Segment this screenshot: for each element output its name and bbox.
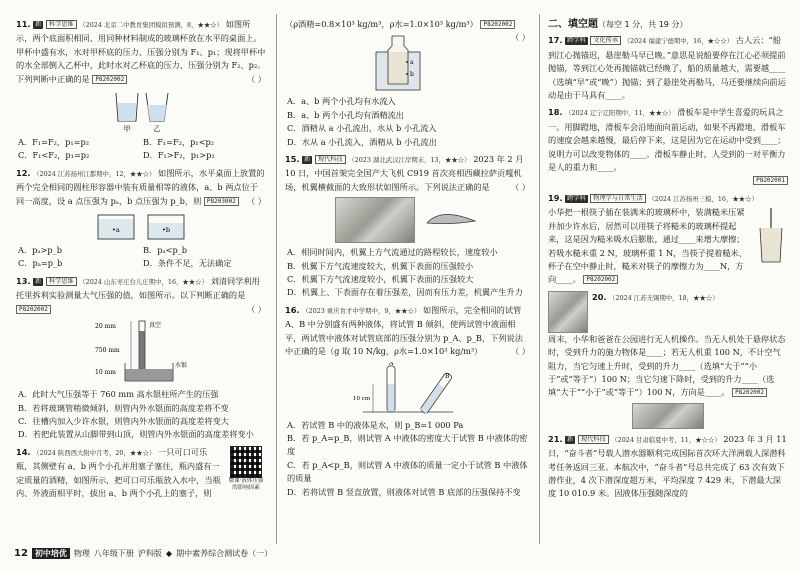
section-note: （每空 1 分，共 19 分） xyxy=(598,20,688,29)
drone-photo xyxy=(548,291,588,333)
question-source: （2024 陕西西大附中月考，20，★★☆） xyxy=(33,448,156,457)
question-11 xyxy=(16,18,266,163)
tube-b-label: B xyxy=(444,372,449,380)
question-number: 11. xyxy=(16,19,31,29)
rice-glass-figure xyxy=(754,206,788,266)
question-number: 14. xyxy=(16,446,31,457)
answer-paren: （ ） xyxy=(247,195,266,206)
question-source: （2023 重庆育才中学期中，9，★★☆） xyxy=(302,306,421,315)
column-divider xyxy=(539,14,540,544)
point-a-label: •a xyxy=(112,226,120,235)
qr-code-icon[interactable] xyxy=(230,446,262,478)
answer-paren: （ ） xyxy=(511,181,530,192)
category-tag: 物理学与日常生活 xyxy=(590,194,646,203)
airplane-figure xyxy=(285,197,530,243)
airplane-photo xyxy=(335,197,415,243)
option-c[interactable]: C．酒精从 a 小孔流出，水从 b 小孔流入 xyxy=(287,123,437,134)
option-b[interactable]: B．F₁=F₂，p₁<p₂ xyxy=(143,137,215,148)
question-14 xyxy=(16,446,266,501)
option-a[interactable]: A．pₐ>p_b xyxy=(18,245,62,256)
column-middle xyxy=(285,18,530,503)
torricelli-figure xyxy=(16,319,266,385)
question-source: （2024 甘肃临夏中考，11，★☆☆） xyxy=(611,435,721,444)
containers-figure xyxy=(16,211,266,241)
question-20 xyxy=(548,291,788,429)
category-tag: 现代科技 xyxy=(578,435,609,444)
option-c[interactable]: C．F₁<F₂，p₁=p₂ xyxy=(18,150,90,161)
column-divider xyxy=(276,14,277,544)
question-code: P8202002 xyxy=(92,75,127,84)
question-text: 2023 年 2 月 10 日，中国首架完全国产大飞机 C919 首次亮相西藏拉萨贡嘎机场，机翼横截面的大致形状如图所示。下列说法正确的是 xyxy=(285,154,524,192)
question-source: （2024 江苏扬州江都期中，12，★★☆） xyxy=(33,169,156,178)
question-text: 古人云：“船到江心抛锚迟，悬崖勒马早已晚。”意思是说船要停在江心必须提前抛锚，等到江心处再抛锚就已经晚了，船的质量越大，需要越____（选填“早”或“晚”）抛锚；到了悬崖处再勒马，马还要继续向前运动是由于马具有____。 xyxy=(548,35,786,101)
hole-a-label: a xyxy=(410,59,414,67)
option-d[interactable]: D．机翼上、下表面存在着压强差，因而有压力差，机翼产生升力 xyxy=(287,287,523,298)
question-number: 16. xyxy=(285,304,300,315)
question-text: 如图所示，两个底面积相同、用同种材料制成的玻璃杯放在水平的桌面上。甲杯中盛有水，水对甲杯底的压力、压强分别为 F₁、p₁；现将甲杯中的水全部倒入乙杯中，此时水对乙杯底的压力、压强分别为 F₂、p₂。下列判断中正确的是 xyxy=(16,19,266,84)
option-d[interactable]: D．若把此装置从山脚带到山顶，则管内外水银面的高度差将变小 xyxy=(18,429,254,440)
option-d[interactable]: D．水从 a 小孔流入，酒精从 b 小孔流出 xyxy=(287,136,437,147)
question-number: 20. xyxy=(592,291,607,302)
label-mercury: 水银 xyxy=(175,362,188,370)
label-750mm: 750 mm xyxy=(95,347,120,355)
column-right xyxy=(548,18,788,505)
test-tubes-figure xyxy=(285,362,530,416)
question-number: 13. xyxy=(16,275,31,286)
option-d[interactable]: D．条件不足，无法确定 xyxy=(143,258,232,269)
question-12 xyxy=(16,167,266,271)
qr-caption: 微课·液体压强的影响因素 xyxy=(228,477,264,491)
category-tag: 现代科技 xyxy=(315,155,346,164)
fig-label-jia: 甲 xyxy=(123,125,131,134)
submarine-photo xyxy=(632,403,704,429)
section-heading: 二、填空题 xyxy=(548,19,598,30)
option-b[interactable]: B．机翼下方气流速度较大，机翼下表面的压强较小 xyxy=(287,260,474,271)
option-c[interactable]: C．机翼下方气流速度较小，机翼下表面的压强较大 xyxy=(287,274,474,285)
option-b[interactable]: B．pₐ<p_b xyxy=(143,245,188,256)
question-21 xyxy=(548,433,788,501)
new-tag: 新 xyxy=(567,435,574,443)
question-17 xyxy=(548,34,788,102)
option-a[interactable]: A．此时大气压强等于 760 mm 高水银柱所产生的压强 xyxy=(18,389,219,400)
question-text: 如图所示，完全相同的试管 A、B 中分别盛有两种液体，将试管 B 倾斜，使两试管中液面相平，两试管中液体对试管底部的压强分别为 p_A、p_B，下列说法中正确的是（g 取 10 N/kg，ρ水=1.0×10³ kg/m³） xyxy=(285,304,523,357)
cross-subject-tag: 跨学科 xyxy=(567,37,586,45)
question-text: 小华把一根筷子插在装满米的玻璃杯中，装满糙米压紧并加少许水后，居然可以用筷子将糙米的玻璃杯提起来，这是因为糙米吸水后膨胀，通过____来增大摩擦；若吸水糙米重 2 N，玻璃杯重 1 N，当筷子提着糙米、杯子在空中静止时，糙米对筷子的摩擦力为____N，方向____。 xyxy=(548,207,747,285)
question-source: （2023 湖北武汉江岸期末，13，★★☆） xyxy=(348,156,471,165)
question-16 xyxy=(285,304,530,499)
category-tag: 科学思维 xyxy=(46,277,77,286)
column-left xyxy=(16,18,266,504)
question-18 xyxy=(548,106,788,187)
question-number: 12. xyxy=(16,167,31,178)
tube-a-label: A xyxy=(388,361,393,367)
question-19 xyxy=(548,192,788,287)
cross-subject-tag: 跨学科 xyxy=(567,194,586,202)
category-tag: 文化传承 xyxy=(590,36,621,45)
question-14-continued xyxy=(285,18,530,149)
option-a[interactable]: A．若试管 B 中的液体是水，则 p_B=1 000 Pa xyxy=(287,419,464,430)
question-code: P8202002 xyxy=(732,388,767,397)
question-code: P8202002 xyxy=(583,275,618,284)
hole-b-label: b xyxy=(410,71,414,79)
question-text: 如图所示，水平桌面上放置的两个完全相同的圆柱形容器中装有质量相等的液体，a、b 两点位于同一高度，设 a 点压强为 pₐ，b 点压强为 p_b，则 xyxy=(16,167,265,206)
page-footer xyxy=(14,548,272,559)
fig-label-yi: 乙 xyxy=(153,125,161,134)
question-number: 21. xyxy=(548,433,563,444)
question-text: 刘清同学利用托里拆利实验测量大气压强的值，如图所示。以下判断正确的是 xyxy=(16,275,260,301)
depth-label: 10 cm xyxy=(352,395,370,402)
question-code: P8202002 xyxy=(480,20,515,29)
question-source: （2024 福建宁德期中，16，★☆☆） xyxy=(623,37,734,46)
option-d[interactable]: D．若将试管 B 竖直放置，则液体对试管 B 底部的压强保持不变 xyxy=(287,486,521,497)
section-title xyxy=(548,18,788,31)
brand-label: 初中培优 xyxy=(32,548,70,559)
wing-cross-section xyxy=(421,197,481,241)
submarine-figure xyxy=(548,403,788,429)
question-number: 19. xyxy=(548,192,563,203)
label-vacuum: 真空 xyxy=(149,322,162,330)
page-number: 12 xyxy=(14,548,28,559)
label-20mm: 20 mm xyxy=(95,323,116,331)
category-tag: 科学思维 xyxy=(46,20,77,29)
question-code: P8202002 xyxy=(16,305,51,314)
question-text: 2023 年 3 月 11 日，“奋斗者”号载人潜水器顺利完成国际首次环大洋洲载人深潜科考任务返回三亚。本航次中，“奋斗者”号总共完成了 63 次有效下潜作业，4 次下潜深度超万米，平均深度 7 429 米，下潜最大深度 10 010.9 米。因液体压强随深度的 xyxy=(548,433,787,499)
question-number: 17. xyxy=(548,35,563,46)
test-title: 期中素养综合测试卷（一） xyxy=(176,549,273,558)
bottle-figure xyxy=(285,34,511,92)
cups-figure xyxy=(16,89,266,133)
option-c[interactable]: C．若 p_A<p_B，则试管 A 中液体的质量一定小于试管 B 中液体的质量 xyxy=(287,459,528,484)
question-text: 滑板车是中学生喜爱的玩具之一。用脚蹬地，滑板车会沿地面向前运动，如果不再蹬地，滑板车的速度会越来越慢，最后停下来，这是因为它在运动中受到____；说明力可以改变物体的____。滑板车静止时，人受到的一对平衡力是人的重力和____。 xyxy=(548,107,786,173)
edition-label: 沪科版 xyxy=(137,549,162,558)
question-source: （2024 江苏扬州三模，16，★★☆） xyxy=(648,194,758,203)
question-number: 15. xyxy=(285,154,300,165)
answer-paren: （ ） xyxy=(511,346,530,357)
question-text: 周末，小华和爸爸在公园进行无人机操作。当无人机处于悬停状态时，受到升力的施力物体是____；若无人机重 100 N，不计空气阻力，当它匀速上升时，受到的升力____（选填“大于”“小于”或“等于”）100 N；当它匀速下降时，受到的升力____（选填“大于”“小于”或“等于”）100 N，方向是____。 xyxy=(548,333,786,398)
option-b[interactable]: B．a、b 两个小孔均有酒精流出 xyxy=(287,109,404,120)
question-15 xyxy=(285,153,530,300)
answer-paren: （ ） xyxy=(511,32,530,43)
question-number: 18. xyxy=(548,107,563,118)
option-a[interactable]: A．F₁=F₂，p₁=p₂ xyxy=(18,137,89,148)
new-tag: 新 xyxy=(304,156,311,164)
question-code: P8203002 xyxy=(204,197,239,206)
question-text: 一只可口可乐瓶，其侧壁有 a、b 两个小孔并用塞子塞住，瓶内盛有一定质量的酒精，如图所示，把可口可乐瓶放入水中，当瓶内、外液面相平时，拔出 a、b 两个小孔上的塞子，则 xyxy=(16,446,221,498)
question-source: （2024 江苏无锡期中，18，★★☆） xyxy=(609,293,719,302)
question-13 xyxy=(16,275,266,442)
option-a[interactable]: A．相同时间内，机翼上方气流通过的路程较长，速度较小 xyxy=(287,247,498,258)
point-b-label: •b xyxy=(162,226,170,235)
density-line: （ρ酒精=0.8×10³ kg/m³，ρ水=1.0×10³ kg/m³） xyxy=(285,19,478,29)
option-d[interactable]: D．F₁>F₂，p₁>p₂ xyxy=(143,150,215,161)
option-b[interactable]: B．若将玻璃管稍微倾斜，则管内外水银面的高度差将不变 xyxy=(18,402,229,413)
diamond-icon: ◆ xyxy=(165,549,173,558)
subject-label: 物理 xyxy=(73,549,90,558)
grade-label: 八年级下册 xyxy=(93,549,134,558)
answer-paren: （ ） xyxy=(247,303,266,314)
new-tag: 新 xyxy=(35,277,42,285)
label-10mm: 10 mm xyxy=(95,369,116,377)
option-c[interactable]: C．往槽内加入少许水银，则管内外水银面的高度差将变大 xyxy=(18,415,229,426)
answer-paren: （ ） xyxy=(247,73,266,84)
option-c[interactable]: C．pₐ=p_b xyxy=(18,258,63,269)
question-source: （2024 山东枣庄台儿庄期中，16，★★☆） xyxy=(79,277,208,286)
option-b[interactable]: B．若 p_A=p_B，则试管 A 中液体的密度大于试管 B 中液体的密度 xyxy=(287,432,528,457)
new-tag: 新 xyxy=(35,21,42,28)
question-source: （2024 辽宁辽阳期中，11，★★☆） xyxy=(565,109,675,118)
question-code: P8202001 xyxy=(753,176,788,185)
question-source: （2024 北京二中教育集团模拟预测，8，★★☆） xyxy=(79,21,224,29)
option-a[interactable]: A．a、b 两个小孔均有水流入 xyxy=(287,96,396,107)
